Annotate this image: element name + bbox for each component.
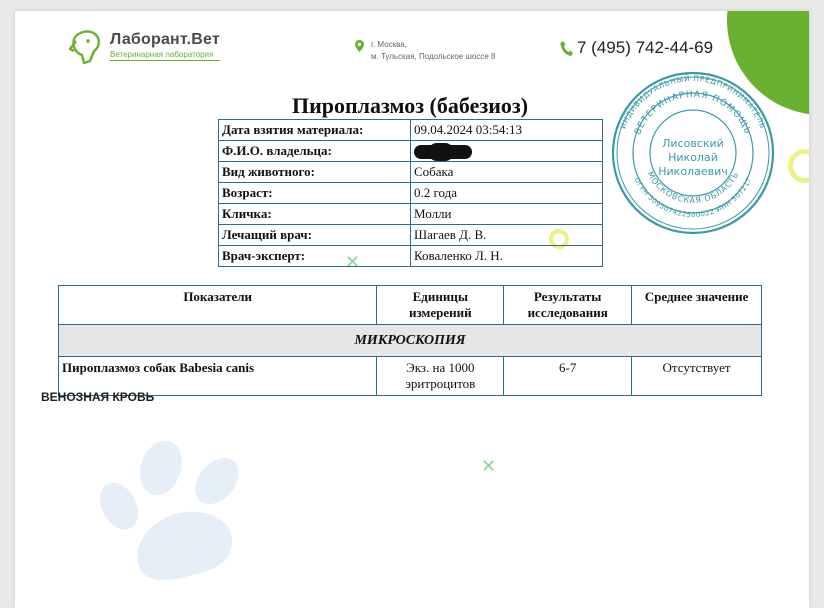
phone-number: 7 (495) 742-44-69 [577, 38, 714, 57]
stamp-name-line-1: Лисовский [662, 137, 724, 150]
info-row [219, 246, 603, 267]
stamp-outer-bottom-text: ОГРН 309507422500022 ИНН 507217 [632, 176, 754, 220]
stamp-inner-bottom-text: МОСКОВСКАЯ ОБЛАСТЬ [645, 170, 741, 206]
result-units: Экз. на 1000 эритроцитов [377, 357, 504, 396]
report-sheet [15, 11, 809, 608]
info-value: Коваленко Л. Н. [411, 246, 603, 267]
column-header-units: Единицы измерений [377, 286, 504, 325]
info-label: Возраст: [219, 183, 411, 204]
phone-block[interactable] [560, 38, 713, 58]
stamp-name-line-3: Николаевич [658, 165, 728, 178]
info-value: Шагаев Д. В. [411, 225, 603, 246]
info-row [219, 225, 603, 246]
stamp-name-line-2: Николай [668, 151, 718, 164]
info-value: Собака [411, 162, 603, 183]
info-label: Лечащий врач: [219, 225, 411, 246]
results-header-row [59, 286, 762, 325]
results-table [58, 285, 762, 396]
map-pin-icon [355, 40, 364, 52]
stamp-inner-top-text: ВЕТЕРИНАРНАЯ ПОМОЩЬ [633, 89, 753, 137]
info-label: Врач-эксперт: [219, 246, 411, 267]
result-mean: Отсутствует [632, 357, 762, 396]
dog-logo-icon [68, 27, 104, 65]
decorative-cross-icon: ✕ [481, 456, 497, 477]
section-row [59, 325, 762, 357]
address-line-2: м. Тульская, Подольское шоссе 8 [371, 52, 496, 61]
info-label: Вид животного: [219, 162, 411, 183]
column-header-indicator: Показатели [59, 286, 377, 325]
info-label: Дата взятия материала: [219, 120, 411, 141]
brand-logo [68, 27, 220, 65]
result-value: 6-7 [504, 357, 632, 396]
info-row [219, 162, 603, 183]
stamp-outer-top-text: ИНДИВИДУАЛЬНЫЙ ПРЕДПРИНИМАТЕЛЬ [618, 73, 768, 131]
veterinary-stamp [611, 71, 775, 235]
info-row [219, 141, 603, 162]
brand-name: Лаборант.Вет [110, 31, 220, 48]
info-label: Ф.И.О. владельца: [219, 141, 411, 162]
svg-text:ВЕТЕРИНАРНАЯ ПОМОЩЬ [633, 90, 752, 136]
info-row [219, 204, 603, 225]
address-line-1: г. Москва, [371, 40, 407, 49]
redacted-owner-name [414, 145, 472, 159]
result-indicator: Пироплазмоз собак Babesia canis [59, 357, 377, 396]
info-value: 0.2 года [411, 183, 603, 204]
info-row [219, 183, 603, 204]
info-label: Кличка: [219, 204, 411, 225]
decorative-yellow-ring [788, 149, 809, 183]
info-value [411, 141, 603, 162]
sample-type-note: ВЕНОЗНАЯ КРОВЬ [41, 390, 155, 404]
paw-print-icon [97, 426, 247, 586]
section-title: МИКРОСКОПИЯ [59, 325, 762, 357]
address-block [355, 39, 495, 63]
column-header-results: Результаты исследования [504, 286, 632, 325]
patient-info-table [218, 119, 603, 267]
document-title: Пироплазмоз (бабезиоз) [291, 93, 529, 118]
brand-tagline: Ветеринарная лаборатория [110, 50, 220, 61]
info-value: Молли [411, 204, 603, 225]
info-value: 09.04.2024 03:54:13 [411, 120, 603, 141]
phone-icon [560, 41, 573, 56]
info-row [219, 120, 603, 141]
column-header-mean: Среднее значение [632, 286, 762, 325]
decorative-cross-icon: ✕ [345, 252, 361, 273]
result-row [59, 357, 762, 396]
